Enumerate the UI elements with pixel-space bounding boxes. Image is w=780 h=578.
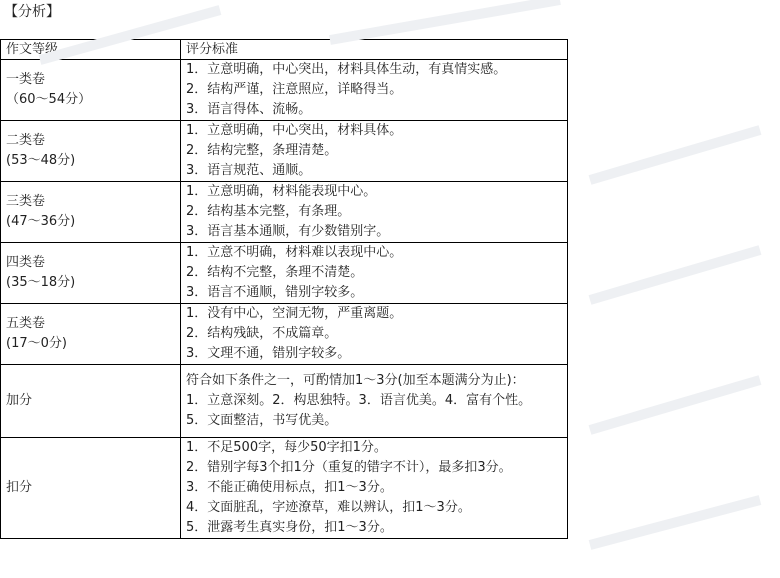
criteria-cell xyxy=(181,60,568,121)
criteria-line: 3．语言得体、流畅。 xyxy=(186,102,312,117)
grade-cell xyxy=(1,304,181,365)
criteria-line: 3．不能正确使用标点，扣1～3分。 xyxy=(186,480,393,495)
grade-range: (53～48分) xyxy=(6,153,76,168)
watermark-stripe xyxy=(590,500,760,545)
grade-name: 一类卷 xyxy=(6,72,46,87)
criteria-line: 3．语言基本通顺，有少数错别字。 xyxy=(186,224,390,239)
table-row xyxy=(1,182,568,243)
criteria-line: 1．立意深刻。2．构思独特。3．语言优美。4．富有个性。 xyxy=(186,393,532,408)
criteria-line: 4．文面脏乱，字迹潦草，难以辨认，扣1～3分。 xyxy=(186,500,471,515)
criteria-line: 2．结构严谨，注意照应，详略得当。 xyxy=(186,82,403,97)
grade-cell xyxy=(1,365,181,438)
criteria-line: 1．立意明确，材料能表现中心。 xyxy=(186,184,377,199)
grade-range: (35～18分) xyxy=(6,275,76,290)
watermark-stripe xyxy=(590,130,760,180)
criteria-cell xyxy=(181,243,568,304)
grade-range: (17～0分) xyxy=(6,336,67,351)
criteria-line: 1．立意明确，中心突出，材料具体。 xyxy=(186,123,403,138)
criteria-line: 1．不足500字，每少50字扣1分。 xyxy=(186,440,387,455)
watermark-stripe xyxy=(330,0,560,40)
header-criteria: 评分标准 xyxy=(181,40,568,60)
table-row-deduct xyxy=(1,438,568,539)
grade-name: 加分 xyxy=(6,393,33,408)
grade-cell xyxy=(1,182,181,243)
grade-range: （60～54分） xyxy=(6,92,92,107)
criteria-cell xyxy=(181,182,568,243)
grade-name: 三类卷 xyxy=(6,194,46,209)
grading-table xyxy=(0,39,568,539)
grade-name: 四类卷 xyxy=(6,255,46,270)
grade-name: 扣分 xyxy=(6,480,33,495)
watermark-stripe xyxy=(590,250,760,300)
table-row xyxy=(1,121,568,182)
criteria-line: 3．文理不通，错别字较多。 xyxy=(186,346,351,361)
criteria-line: 符合如下条件之一，可酌情加1～3分(加至本题满分为止)： xyxy=(186,373,525,388)
criteria-cell xyxy=(181,365,568,438)
criteria-line: 2．错别字每3个扣1分（重复的错字不计），最多扣3分。 xyxy=(186,460,512,475)
criteria-line: 1．立意不明确，材料难以表现中心。 xyxy=(186,245,403,260)
table-header-row xyxy=(1,40,568,60)
table-row xyxy=(1,243,568,304)
grade-cell xyxy=(1,243,181,304)
criteria-line: 5．泄露考生真实身份，扣1～3分。 xyxy=(186,520,393,535)
criteria-cell xyxy=(181,304,568,365)
criteria-cell xyxy=(181,438,568,539)
table-row xyxy=(1,60,568,121)
grade-cell xyxy=(1,60,181,121)
criteria-line: 3．语言不通顺，错别字较多。 xyxy=(186,285,364,300)
grade-name: 五类卷 xyxy=(6,316,46,331)
criteria-line: 1．立意明确，中心突出，材料具体生动，有真情实感。 xyxy=(186,62,507,77)
grade-cell xyxy=(1,438,181,539)
criteria-line: 1．没有中心，空洞无物，严重离题。 xyxy=(186,306,403,321)
grade-cell xyxy=(1,121,181,182)
table-row-bonus xyxy=(1,365,568,438)
watermark-stripe xyxy=(590,380,760,430)
criteria-line: 5．文面整洁，书写优美。 xyxy=(186,413,338,428)
grade-name: 二类卷 xyxy=(6,133,46,148)
criteria-line: 3．语言规范、通顺。 xyxy=(186,163,312,178)
header-grade: 作文等级 xyxy=(1,40,181,60)
grade-range: (47～36分) xyxy=(6,214,76,229)
criteria-line: 2．结构基本完整，有条理。 xyxy=(186,204,351,219)
criteria-line: 2．结构不完整，条理不清楚。 xyxy=(186,265,364,280)
criteria-line: 2．结构残缺，不成篇章。 xyxy=(186,326,338,341)
criteria-line: 2．结构完整，条理清楚。 xyxy=(186,143,338,158)
criteria-cell xyxy=(181,121,568,182)
table-row xyxy=(1,304,568,365)
section-heading: 【分析】 xyxy=(4,4,60,20)
